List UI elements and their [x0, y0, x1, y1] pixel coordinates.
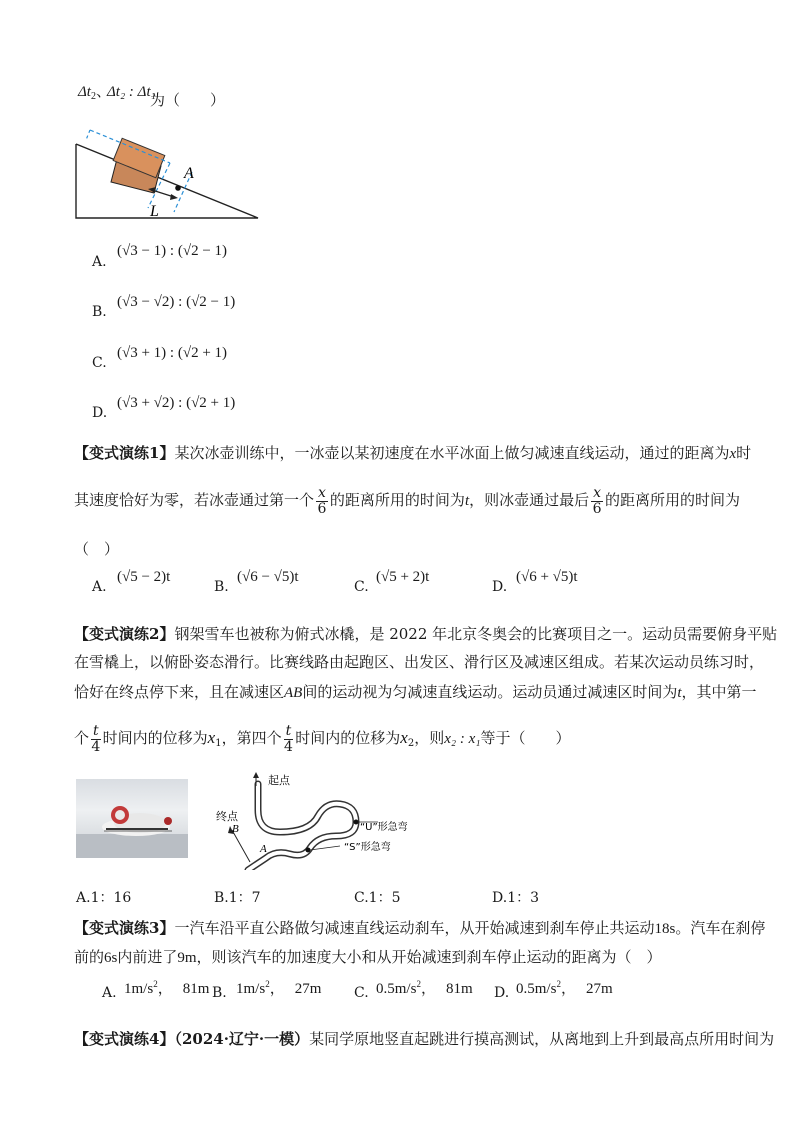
point-a [175, 185, 181, 191]
q3-option-a-expr: $1m/s^2$， 81m [124, 979, 210, 997]
q1-option-d-letter[interactable]: D. [492, 579, 508, 595]
q1-option-b-letter[interactable]: B. [214, 579, 229, 595]
q2-option-b[interactable]: B.1：7 [214, 890, 261, 906]
track-a-label: A [260, 843, 267, 855]
q3-option-d-letter[interactable]: D. [494, 985, 510, 1001]
q2-option-c[interactable]: C.1：5 [354, 890, 401, 906]
q2-line1: 【变式演练2】钢架雪车也被称为俯式冰橇，是 2022 年北京冬奥会的比赛项目之一。运动员需要俯身平贴 [74, 625, 778, 643]
option-b-expr: (√3 − √2) : (√2 − 1) [117, 294, 236, 310]
stem-ratio: Δt₂ : Δt₁ [107, 84, 156, 100]
option-c-expr: (√3 + 1) : (√2 + 1) [117, 345, 228, 361]
q3-option-d-expr: $0.5m/s^2$， 27m [516, 979, 613, 997]
option-a-expr: (√3 − 1) : (√2 − 1) [117, 243, 228, 259]
q4-line1: 【变式演练4】（2024·辽宁·一模）某同学原地竖直起跳进行摸高测试，从离地到上升到最高点所用时间为 [74, 1030, 775, 1048]
q2-option-a[interactable]: A.1：16 [76, 890, 132, 906]
q3-line1: 【变式演练3】一汽车沿平直公路做匀减速直线运动刹车，从开始减速到刹车停止共运动18s。汽车在刹停 [74, 919, 766, 937]
incline-triangle [76, 144, 258, 218]
label-l: L [150, 203, 159, 220]
q3-option-c-expr: $0.5m/s^2$， 81m [376, 979, 473, 997]
q1-option-c-expr: (√5 + 2)t [376, 569, 430, 585]
option-d-letter[interactable]: D. [92, 405, 108, 421]
track-diagram [210, 770, 410, 870]
track-start-label: 起点 [268, 774, 290, 787]
q1-option-b-expr: (√6 − √5)t [237, 569, 299, 585]
stem-suffix: 为（ ） [150, 91, 226, 109]
q3-option-a-letter[interactable]: A. [102, 985, 117, 1001]
q3-option-c-letter[interactable]: C. [354, 985, 369, 1001]
option-d-expr: (√3 + √2) : (√2 + 1) [117, 395, 236, 411]
label-a: A [184, 165, 194, 182]
q1-option-c-letter[interactable]: C. [354, 579, 369, 595]
q2-line3: 恰好在终点停下来，且在减速区AB间的运动视为匀减速直线运动。运动员通过减速区时间为t，其中第一 [74, 683, 757, 701]
track-end-label: 终点 [216, 810, 238, 823]
option-a-letter[interactable]: A. [92, 254, 107, 270]
q1-option-a-letter[interactable]: A. [92, 579, 107, 595]
stem-delta-t2: $\Delta t_2$、 [78, 84, 111, 102]
q1-option-a-expr: (√5 − 2)t [117, 569, 171, 585]
track-b-label: B [232, 823, 239, 835]
q3-line2: 前的6s内前进了9m，则该汽车的加速度大小和从开始减速到刹车停止运动的距离为（ ） [74, 948, 662, 966]
q3-option-b-expr: $1m/s^2$， 27m [236, 979, 322, 997]
q2-line4: 个 $\frac{t}{4}$ 时间内的位移为$x_1$，第四个 $\frac{t}{4}$ 时间内的位移为$x_2$，则x₂ : x₁等于（ ） [74, 723, 571, 755]
incline-figure [70, 120, 270, 230]
q2-line2: 在雪橇上，以俯卧姿态滑行。比赛线路由起跑区、出发区、滑行区及减速区组成。若某次运动员练习时， [74, 653, 765, 671]
track-u-label: “U”形急弯 [360, 822, 408, 833]
option-c-letter[interactable]: C. [92, 355, 107, 371]
option-b-letter[interactable]: B. [92, 304, 107, 320]
skeleton-photo [76, 779, 188, 858]
q1-line1: 【变式演练1】某次冰壶训练中，一冰壶以某初速度在水平冰面上做匀减速直线运动，通过的距离为x时 [74, 444, 752, 462]
q1-line2: 其速度恰好为零，若冰壶通过第一个 $\frac{x}{6}$ 的距离所用的时间为t，则冰壶通过最后 $\frac{x}{6}$ 的距离所用的时间为 [74, 485, 741, 517]
track-s-label: “S”形急弯 [344, 842, 391, 853]
q3-option-b-letter[interactable]: B. [212, 985, 227, 1001]
q1-option-d-expr: (√6 + √5)t [516, 569, 578, 585]
q1-paren: （ ） [74, 540, 120, 558]
q2-option-d[interactable]: D.1：3 [492, 890, 540, 906]
